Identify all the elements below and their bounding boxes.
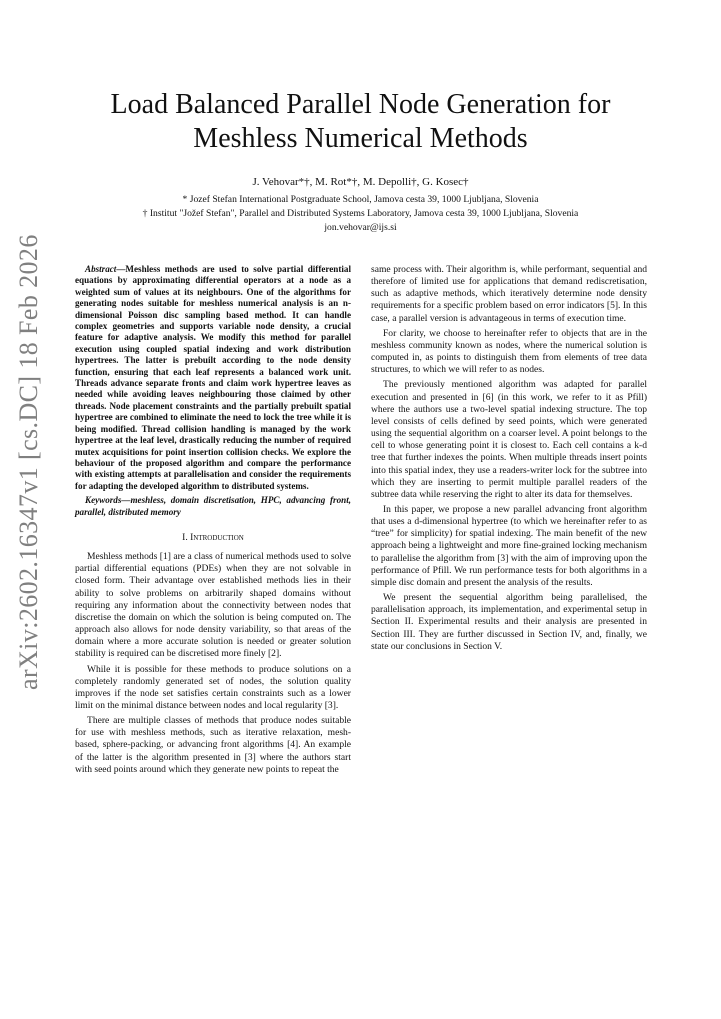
affiliation-2: † Institut "Jožef Stefan", Parallel and Distributed Systems Laboratory, Jamova cesta 39, 1000 Ljubljana, Slovenia <box>142 208 579 219</box>
section-heading: I. Introduction <box>182 531 244 543</box>
abstract-text: —Meshless methods are used to solve partial differential equations by approximating differential operators at a node as a weighted sum of values at its neighbours. One of the algorithms for generating nodes suitable for meshless numerical analysis is an n-dimensional Poisson disc sampling based method. It can handle complex geometries and supports variable node density, a crucial feature for adaptive analysis. We modify this method for parallel execution using coupled spatial indexing and work distribution hypertrees. The latter is prebuilt according to the node density function, ensuring that each leaf represents a balanced work unit. Threads advance separate fronts and claim work hypertree leaves as needed while avoiding leaves neighbouring those claimed by other threads. Node placement constraints and the partially prebuilt spatial hypertree are combined to eliminate the need to lock the tree while it is being modified. Thread collision handling is managed by the work hypertree at the leaf level, drastically reducing the number of required mutex acquisitions for point insertion collision checks. We explore the behaviour of the proposed algorithm and compare the performance with existing attempts at parallelisation and consider the requirements for adapting the developed algorithm to distributed systems. <box>75 264 351 491</box>
body-paragraph: We present the sequential algorithm being parallelised, the parallelisation approach, its implementation, and experimental setup in Section II. Experimental results and their analysis are presented in Section III. They are further discussed in Section IV, and, finally, we state our conclusions in Section V. <box>371 592 647 652</box>
title-line-2: Meshless Numerical Methods <box>193 123 528 154</box>
paper-title <box>60 88 661 156</box>
body-paragraph: same process with. Their algorithm is, while performant, sequential and therefore of limited use for applications that demand rediscretisation, such as adaptive methods, which iteratively determine node density requirements for a specific problem based on error indicators [5]. In this case, a parallel version is advantageous in terms of execution time. <box>371 264 647 324</box>
intro-paragraph: There are multiple classes of methods that produce nodes suitable for use with meshless methods, such as iterative relaxation, mesh-based, sphere-packing, or advancing front algorithms [4]. An example of the latter is the algorithm presented in [3] where the authors start with seed points around which they generate new points to repeat the <box>75 715 351 775</box>
affiliation-1: * Jozef Stefan International Postgraduate School, Jamova cesta 39, 1000 Ljubljana, Slovenia <box>182 194 539 205</box>
title-line-1: Load Balanced Parallel Node Generation for <box>110 89 611 120</box>
abstract-label: Abstract <box>85 264 117 274</box>
left-column <box>75 264 351 779</box>
author-list: J. Vehovar*†, M. Rot*†, M. Depolli†, G. Kosec† <box>252 176 469 188</box>
arxiv-stamp <box>0 0 60 1019</box>
abstract <box>75 264 351 492</box>
body-paragraph: For clarity, we choose to hereinafter refer to objects that are in the meshless community known as nodes, where the numerical solution is computed in, as points to distinguish them from elements of tree data structures, to which we will refer to as nodes. <box>371 327 647 376</box>
keywords: Keywords—meshless, domain discretisation, HPC, advancing front, parallel, distributed memory <box>75 495 351 517</box>
intro-paragraph: While it is possible for these methods to produce solutions on a completely randomly generated set of nodes, the solution quality improves if the node set satisfies certain constraints such as a lower limit on the minimal distance between nodes and local regularity [3]. <box>75 663 351 711</box>
body-paragraph: In this paper, we propose a new parallel advancing front algorithm that uses a d-dimensional hypertree (to which we hereinafter refer to as “tree” for simplicity) for spatial indexing. The main benefit of the new approach being a lightweight and more fine-grained locking mechanism to parallelise the algorithm from [3] with the aim of improving upon the performance of Pfill. We run performance tests for both algorithms in a simple disc domain and present the analysis of the results. <box>371 503 647 588</box>
body-paragraph: The previously mentioned algorithm was adapted for parallel execution and presented in [6] (in this work, we refer to it as Pfill) where the authors use a two-level spatial indexing structure. The top level consists of cells defined by seed points, which were generated using the sequential algorithm on a coarser level. A point belongs to the cell to whose generating point it is closest to. Each cell contains a k-d tree that further indexes the points. When multiple threads insert points into this spatial index, they use a readers-writer lock for the subtree into which they are inserting to permit multiple parallel readers of the subtree data while reserving the right to alter its data for themselves. <box>371 379 647 500</box>
arxiv-stamp-text: arXiv:2602.16347v1 [cs.DC] 18 Feb 2026 <box>14 234 43 690</box>
contact-email: jon.vehovar@ijs.si <box>324 222 397 233</box>
intro-paragraph: Meshless methods [1] are a class of numerical methods used to solve partial differential equations (PDEs) when they are not solvable in closed form. Their advantage over established methods lies in their ability to solve problems on arbitrarily shaped domains without requiring any information about the connectivity between nodes that discretise the domain on which the solution is being computed on. The approach also allows for node density variability, so that areas of the domain where a more accurate solution is needed or greater solution stability is required can be discretised more finely [2]. <box>75 551 351 660</box>
right-column <box>371 264 647 656</box>
